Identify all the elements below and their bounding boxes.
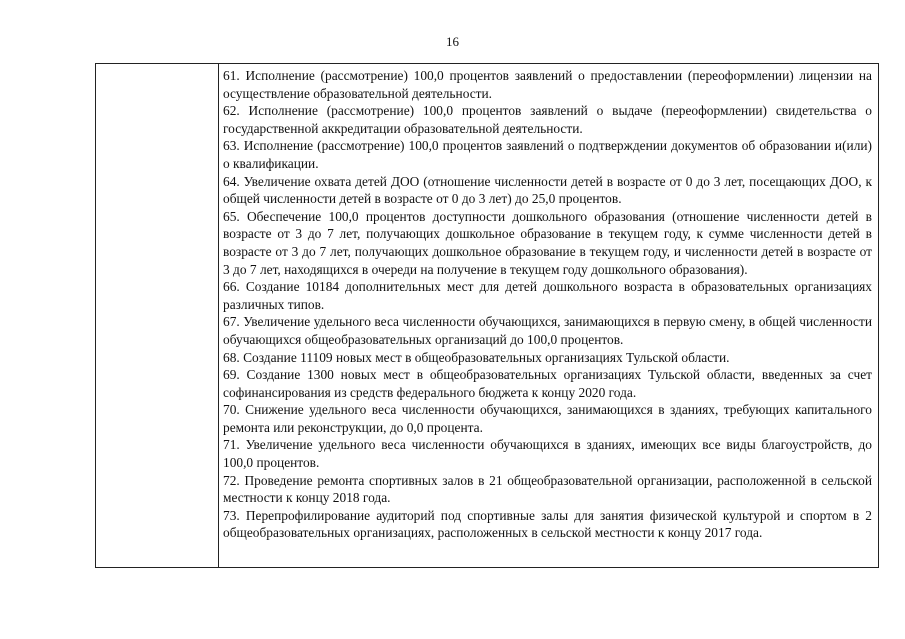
table-right-column [219, 64, 878, 567]
list-item: 63. Исполнение (рассмотрение) 100,0 процентов заявлений о подтверждении документов об образовании и(или) о квалификации. [223, 138, 872, 171]
table-left-column [96, 64, 219, 567]
list-item: 73. Перепрофилирование аудиторий под спортивные залы для занятия физической культурой и спортом в 2 общеобразовательных организациях, расположенных в сельской местности к концу 2017 года. [223, 507, 872, 541]
page-number: 16 [446, 34, 459, 49]
document-table [95, 63, 879, 568]
list-item: 70. Снижение удельного веса численности обучающихся, занимающихся в зданиях, требующих капитального ремонта или реконструкции, до 0,0 процента. [223, 402, 872, 435]
list-item: 64. Увеличение охвата детей ДОО (отношение численности детей в возрасте от 0 до 3 лет, посещающих ДОО, к общей численности детей в возрасте от 0 до 3 лет) до 25,0 процентов. [223, 173, 872, 207]
list-item: 71. Увеличение удельного веса численности обучающихся в зданиях, имеющих все виды благоустройств, до 100,0 процентов. [223, 437, 872, 471]
list-item: 67. Увеличение удельного веса численности обучающихся, занимающихся в первую смену, в общей численности обучающихся общеобразовательных организаций до 100,0 процентов. [223, 314, 872, 347]
list-item: 65. Обеспечение 100,0 процентов доступности дошкольного образования (отношение численности детей в возрасте от 3 до 7 лет, получающих дошкольное образование в текущем году, к сумме численности детей в возрасте от 3 до 7 лет, получающих дошкольное образование в текущем году, и численности детей в возрасте от 3 до 7 лет, находящихся в очереди на получение в текущем году дошкольного образования). [223, 208, 872, 277]
list-item: 69. Создание 1300 новых мест в общеобразовательных организациях Тульской области, введенных за счет софинансирования из средств федерального бюджета к концу 2020 года. [223, 367, 872, 400]
list-item: 68. Создание 11109 новых мест в общеобразовательных организациях Тульской области. [223, 349, 730, 365]
list-item: 66. Создание 10184 дополнительных мест для детей дошкольного возраста в образовательных организациях различных типов. [223, 279, 872, 312]
list-item: 62. Исполнение (рассмотрение) 100,0 процентов заявлений о выдаче (переоформлении) свидетельства о государственной аккредитации образовательной деятельности. [223, 103, 872, 136]
list-item: 61. Исполнение (рассмотрение) 100,0 процентов заявлений о предоставлении (переоформлении) лицензии на осуществление образовательной деятельности. [223, 68, 872, 101]
list-item: 72. Проведение ремонта спортивных залов в 21 общеобразовательной организации, расположенной в сельской местности к концу 2018 года. [223, 472, 872, 506]
